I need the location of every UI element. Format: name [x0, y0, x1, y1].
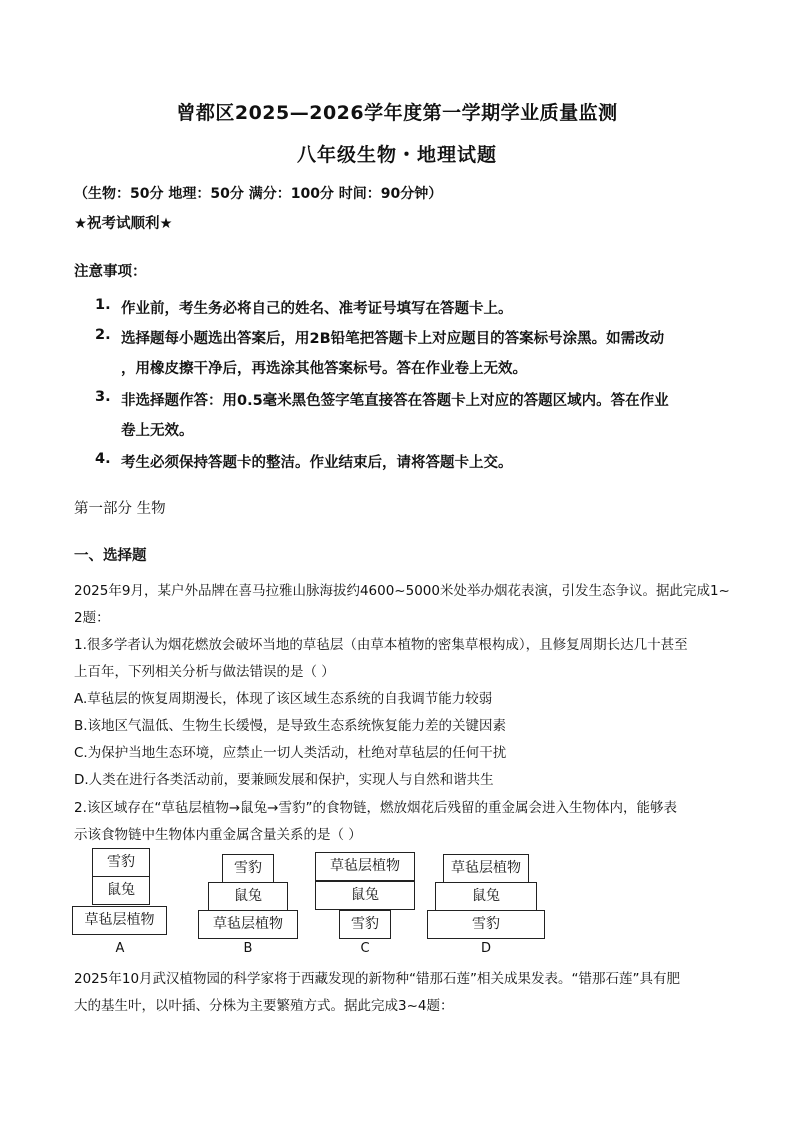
- question-2-stem: 2.该区域存在“草毡层植物→鼠兔→雪豹”的食物链，燃放烟花后残留的重金属会进入生物体内，能够表: [74, 800, 677, 816]
- figure-a: [72, 848, 167, 960]
- pyramid-block: 雪豹: [92, 848, 150, 877]
- note-number: 4.: [95, 451, 111, 467]
- note-number: 3.: [95, 389, 111, 405]
- figure-label: B: [243, 941, 253, 956]
- intro-text: 2题：: [74, 610, 110, 626]
- intro-text: 2025年10月武汉植物园的科学家将于西藏发现的新物种“错那石莲”相关成果发表。“错那石莲”具有肥: [74, 971, 681, 987]
- question-2-stem: 示该食物链中生物体内重金属含量关系的是（ ）: [74, 827, 362, 843]
- question-1-option-b: B.该地区气温低、生物生长缓慢，是导致生态系统恢复能力差的关键因素: [74, 718, 507, 734]
- note-text: 选择题每小题选出答案后，用2B铅笔把答题卡上对应题目的答案标号涂黑。如需改动: [121, 331, 665, 347]
- note-text: 作业前，考生务必将自己的姓名、准考证号填写在答题卡上。: [121, 301, 513, 317]
- notes-heading: 注意事项：: [74, 264, 147, 280]
- question-1-stem: 上百年，下列相关分析与做法错误的是（ ）: [74, 664, 335, 680]
- pyramid-block: 草毡层植物: [443, 854, 529, 883]
- pyramid-block: 雪豹: [222, 854, 274, 883]
- pyramid-block: 鼠兔: [435, 882, 537, 911]
- question-1-option-c: C.为保护当地生态环境，应禁止一切人类活动，杜绝对草毡层的任何干扰: [74, 745, 507, 761]
- figure-c: [315, 848, 415, 960]
- exam-subtitle: 八年级生物・地理试题: [296, 144, 497, 166]
- part-heading: 第一部分 生物: [74, 501, 166, 517]
- pyramid-block: 草毡层植物: [315, 852, 415, 881]
- pyramid-block: 草毡层植物: [198, 910, 298, 939]
- figure-d: [427, 848, 545, 960]
- pyramid-block: 鼠兔: [315, 881, 415, 910]
- figure-label: D: [480, 941, 491, 956]
- exam-title: 曾都区2025—2026学年度第一学期学业质量监测: [176, 102, 618, 124]
- pyramid-block: 鼠兔: [92, 876, 150, 905]
- pyramid-block: 草毡层植物: [72, 906, 167, 935]
- blessing-text: ★祝考试顺利★: [74, 216, 173, 232]
- figure-b: [198, 848, 298, 960]
- question-1-option-a: A.草毡层的恢复周期漫长，体现了该区域生态系统的自我调节能力较弱: [74, 691, 493, 707]
- pyramid-block: 鼠兔: [208, 882, 288, 911]
- figure-label: C: [360, 941, 370, 956]
- score-info: （生物：50分 地理：50分 满分：100分 时间：90分钟）: [74, 186, 443, 202]
- note-text-continued: 卷上无效。: [121, 423, 194, 439]
- note-number: 2.: [95, 327, 111, 343]
- pyramid-block: 雪豹: [339, 910, 391, 939]
- note-text: 考生必须保持答题卡的整洁。作业结束后，请将答题卡上交。: [121, 455, 513, 471]
- question-1-stem: 1.很多学者认为烟花燃放会破坏当地的草毡层（由草本植物的密集草根构成），且修复周期长达几十甚至: [74, 637, 688, 653]
- pyramid-block: 雪豹: [427, 910, 545, 939]
- question-1-option-d: D.人类在进行各类活动前，要兼顾发展和保护，实现人与自然和谐共生: [74, 772, 494, 788]
- intro-text: 大的基生叶，以叶插、分株为主要繁殖方式。据此完成3~4题：: [74, 998, 454, 1014]
- section-heading: 一、选择题: [74, 548, 147, 564]
- note-text-continued: ，用橡皮擦干净后，再选涂其他答案标号。答在作业卷上无效。: [121, 361, 527, 377]
- note-number: 1.: [95, 297, 111, 313]
- intro-text: 2025年9月，某户外品牌在喜马拉雅山脉海拔约4600~5000米处举办烟花表演，引发生态争议。据此完成1~: [74, 583, 730, 599]
- note-text: 非选择题作答：用0.5毫米黑色签字笔直接答在答题卡上对应的答题区域内。答在作业: [121, 393, 669, 409]
- figure-label: A: [115, 941, 125, 956]
